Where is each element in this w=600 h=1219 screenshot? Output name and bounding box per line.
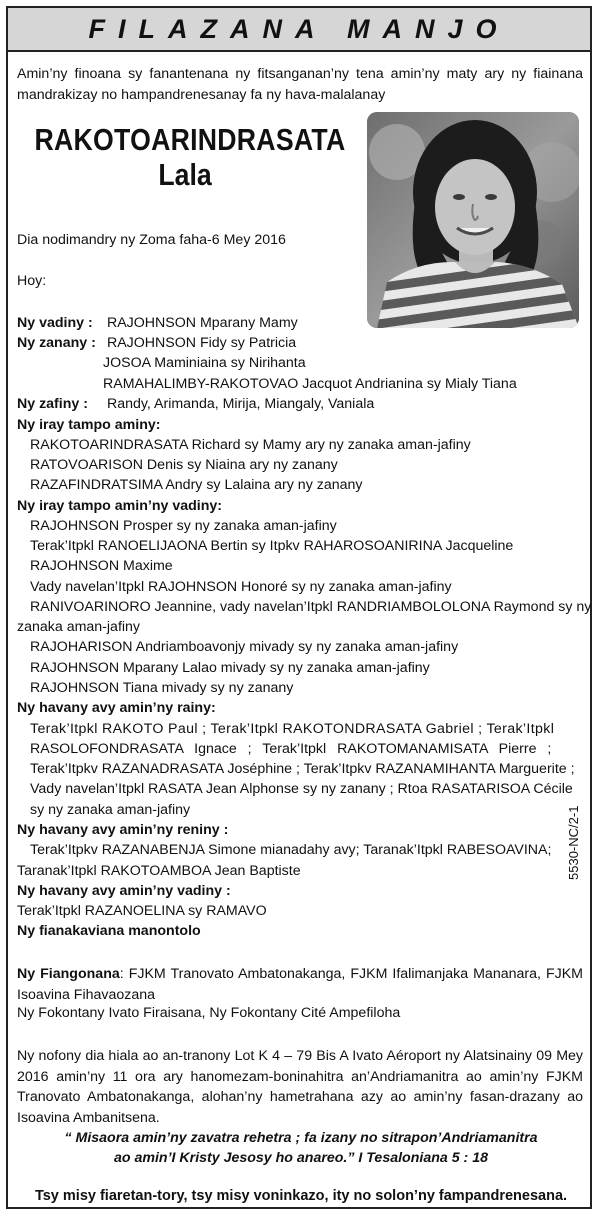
iray-tampo-vadiny-item: Vady navelan’Itpkl RAJOHNSON Honoré sy ny zanaka aman-jafiny	[30, 579, 452, 595]
deceased-surname: RAKOTOARINDRASATA	[34, 122, 346, 157]
iray-tampo-label: Ny iray tampo aminy:	[17, 417, 161, 433]
hoy-label: Hoy:	[17, 273, 47, 289]
zafiny-row	[17, 396, 374, 412]
iray-tampo-item: RATOVOARISON Denis sy Niaina ary ny zanany	[30, 457, 338, 473]
iray-tampo-vadiny-label: Ny iray tampo amin’ny vadiny:	[17, 498, 222, 514]
havany-vadiny-value: Terak’Itpkl RAZANOELINA sy RAMAVO	[17, 903, 267, 919]
fiangonana-paragraph	[17, 964, 583, 1005]
iray-tampo-vadiny-item: Terak’Itpkl RANOELIJAONA Bertin sy Itpkv RAHAROSOANIRINA Jacqueline	[30, 538, 514, 554]
footer-note: Tsy misy fiaretan-tory, tsy misy voninkazo, ity no solon’ny fampandrenesana.	[34, 1188, 568, 1204]
zanany-row	[17, 335, 296, 351]
deceased-name	[10, 122, 360, 192]
havany-rainy-item: sy ny zanaka aman-jafiny	[30, 802, 191, 818]
zafiny-value: Randy, Arimanda, Mirija, Miangaly, Vaniala	[106, 396, 375, 412]
scripture-quote-line2: ao amin’I Kristy Jesosy ho anareo.” I Tesaloniana 5 : 18	[113, 1150, 488, 1166]
vadiny-label: Ny vadiny :	[17, 315, 93, 331]
fianakaviana-line: Ny fianakaviana manontolo	[17, 923, 201, 939]
death-date-line: Dia nodimandry ny Zoma faha-6 Mey 2016	[17, 232, 286, 248]
iray-tampo-item: RAKOTOARINDRASATA Richard sy Mamy ary ny zanaka aman-jafiny	[30, 437, 471, 453]
vadiny-row	[17, 315, 298, 331]
havany-reniny-label: Ny havany avy amin’ny reniny :	[17, 822, 229, 838]
reference-code: 5530-NC/2-1	[566, 805, 581, 880]
havany-rainy-item: Terak’Itpkl RAKOTO Paul ; Terak’Itpkl RAKOTONDRASATA Gabriel ; Terak’Itpkl	[30, 721, 555, 737]
header-title: FILAZANA MANJO	[88, 14, 510, 44]
zanany-item: JOSOA Maminiaina sy Nirihanta	[103, 355, 306, 371]
zanany-label: Ny zanany :	[17, 335, 96, 351]
zanany-item: RAMAHALIMBY-RAKOTOVAO Jacquot Andrianina sy Mialy Tiana	[103, 376, 517, 392]
deceased-given-name: Lala	[158, 157, 212, 192]
fiangonana-label: Ny Fiangonana	[17, 966, 120, 982]
funeral-paragraph: Ny nofony dia hiala ao an-tranony Lot K 4 – 79 Bis A Ivato Aéroport ny Alatsinainy 09 Mey 2016 amin’ny 11 ora ary hanomezam-boninahitra an’Andriamanitra ao amin’ny FJKM Tranovato Ambatonakanga, alohan’ny hametrahana azy ao amin’ny fasan-drazany ao Isoavina Ambanitsena.	[17, 1048, 583, 1126]
intro-text: Amin’ny finoana sy fanantenana ny fitsanganan’ny tena amin’ny maty ary ny fiainana mandrakizay no hampandrenesanay fa ny hava-malalanay	[17, 66, 583, 103]
havany-vadiny-label: Ny havany avy amin’ny vadiny :	[17, 883, 231, 899]
zanany-item: RAJOHNSON Fidy sy Patricia	[106, 335, 297, 351]
iray-tampo-vadiny-item: RAJOHNSON Maxime	[30, 558, 173, 574]
iray-tampo-vadiny-item: zanaka aman-jafiny	[17, 619, 141, 635]
fiangonana-value: : FJKM Tranovato Ambatonakanga, FJKM Ifalimanjaka Mananara, FJKM Isoavina Fihavaozana	[17, 966, 583, 1003]
iray-tampo-vadiny-item: RAJOHARISON Andriamboavonjy mivady sy ny zanaka aman-jafiny	[30, 639, 459, 655]
iray-tampo-vadiny-item: RAJOHNSON Prosper sy ny zanaka aman-jafiny	[30, 518, 337, 534]
havany-rainy-item: RASOLOFONDRASATA Ignace ; Terak’Itpkl RAKOTOMANAMISATA Pierre ;	[30, 741, 552, 757]
vadiny-value: RAJOHNSON Mparany Mamy	[106, 315, 298, 331]
iray-tampo-item: RAZAFINDRATSIMA Andry sy Lalaina ary ny zanany	[30, 477, 363, 493]
havany-rainy-label: Ny havany avy amin’ny rainy:	[17, 700, 216, 716]
iray-tampo-vadiny-item: RAJOHNSON Mparany Lalao mivady sy ny zanaka aman-jafiny	[30, 660, 430, 676]
havany-reniny-item: Taranak’Itpkl RAKOTOAMBOA Jean Baptiste	[17, 863, 301, 879]
portrait-photo	[367, 112, 579, 328]
zafiny-label: Ny zafiny :	[17, 396, 88, 412]
notice-header	[6, 6, 592, 52]
portrait-image	[367, 112, 579, 328]
havany-reniny-item: Terak’Itpkv RAZANABENJA Simone mianadahy avy; Taranak’Itpkl RABESOAVINA;	[30, 842, 552, 858]
havany-rainy-item: Vady navelan’Itpkl RASATA Jean Alphonse sy ny zanany ; Rtoa RASATARISOA Cécile	[30, 781, 573, 797]
fokontany-line: Ny Fokontany Ivato Firaisana, Ny Fokontany Cité Ampefiloha	[17, 1005, 401, 1021]
havany-rainy-item: Terak’Itpkv RAZANADRASATA Joséphine ; Terak’Itpkv RAZANAMIHANTA Marguerite ;	[30, 761, 575, 777]
iray-tampo-vadiny-item: RANIVOARINORO Jeannine, vady navelan’Itpkl RANDRIAMBOLOLONA Raymond sy ny	[30, 599, 592, 615]
iray-tampo-vadiny-item: RAJOHNSON Tiana mivady sy ny zanany	[30, 680, 294, 696]
scripture-quote-line1: “ Misaora amin’ny zavatra rehetra ; fa izany no sitrapon’Andriamanitra	[64, 1130, 538, 1146]
